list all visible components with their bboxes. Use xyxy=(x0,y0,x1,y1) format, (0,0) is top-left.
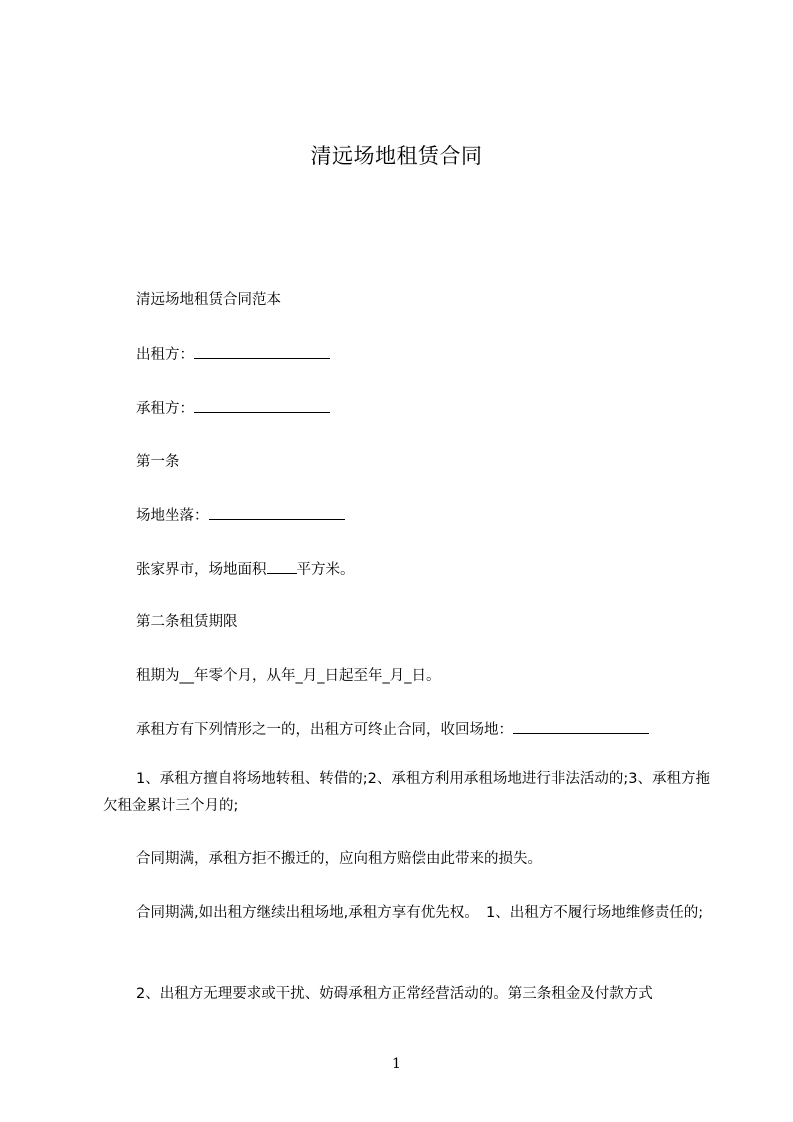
document-title: 清远场地租赁合同 xyxy=(310,144,483,168)
area-blank xyxy=(267,559,297,574)
article2-heading: 第二条租赁期限 xyxy=(136,614,238,630)
lessor-line xyxy=(136,344,330,365)
lessee-line xyxy=(136,398,330,419)
lessor-blank xyxy=(194,344,330,359)
paragraph-1: 1、承租方擅自将场地转租、转借的;2、承租方利用承租场地进行非法活动的;3、承租方拖欠租金累计三个月的; xyxy=(103,771,710,814)
termination-blank xyxy=(513,719,649,734)
location-line xyxy=(136,505,345,526)
location-label: 场地坐落： xyxy=(136,508,209,524)
location-blank xyxy=(209,505,345,520)
termination-line xyxy=(136,719,649,740)
page-number: 1 xyxy=(392,1056,401,1072)
article1-heading: 第一条 xyxy=(136,454,180,470)
termination-prefix: 承租方有下列情形之一的，出租方可终止合同，收回场地： xyxy=(136,722,513,738)
paragraph-3: 合同期满,如出租方继续出租场地,承租方享有优先权。 1、出租方不履行场地维修责任的; xyxy=(136,905,704,921)
lessor-label: 出租方： xyxy=(136,347,194,363)
paragraph-2: 合同期满，承租方拒不搬迁的，应向租方赔偿由此带来的损失。 xyxy=(136,851,542,867)
term-line: 租期为__年零个月，从年_月_日起至年_月_日。 xyxy=(136,668,441,684)
area-prefix: 张家界市，场地面积 xyxy=(136,562,267,578)
paragraph-4: 2、出租方无理要求或干扰、妨碍承租方正常经营活动的。第三条租金及付款方式 xyxy=(136,986,653,1002)
area-line xyxy=(136,559,355,580)
lessee-label: 承租方： xyxy=(136,401,194,417)
area-suffix: 平方米。 xyxy=(296,562,355,578)
subtitle-line: 清远场地租赁合同范本 xyxy=(136,292,281,308)
lessee-blank xyxy=(194,398,330,413)
